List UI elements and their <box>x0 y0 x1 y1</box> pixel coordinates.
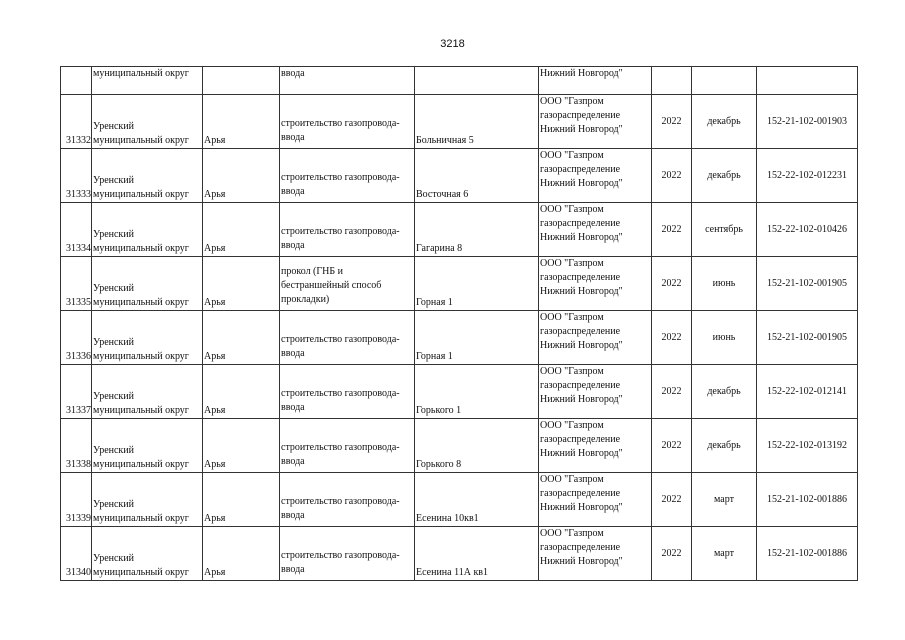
cell-code: 152-22-102-012231 <box>757 149 858 203</box>
cell-district <box>92 149 203 203</box>
cell-year: 2022 <box>652 365 692 419</box>
cell-code <box>757 67 858 95</box>
organization-line: Нижний Новгород" <box>540 394 623 405</box>
organization-line: газораспределение <box>540 164 621 175</box>
district-line: Уренский <box>93 391 134 402</box>
cell-address: Горького 1 <box>415 365 539 419</box>
cell-month: декабрь <box>692 95 757 149</box>
cell-number <box>61 67 92 95</box>
cell-village: Арья <box>203 419 280 473</box>
work-type-line: бестраншейный способ <box>281 280 382 291</box>
page-number: 3218 <box>440 38 465 50</box>
cell-organization <box>539 527 652 581</box>
cell-year: 2022 <box>652 149 692 203</box>
cell-code: 152-21-102-001905 <box>757 257 858 311</box>
cell-organization <box>539 203 652 257</box>
cell-address <box>415 67 539 95</box>
cell-code: 152-22-102-012141 <box>757 365 858 419</box>
cell-year: 2022 <box>652 473 692 527</box>
cell-month: март <box>692 527 757 581</box>
organization-line: Нижний Новгород" <box>540 232 623 243</box>
cell-work-type: ввода <box>280 67 415 95</box>
cell-work-type <box>280 473 415 527</box>
cell-district <box>92 257 203 311</box>
organization-line: ООО "Газпром <box>540 366 604 377</box>
organization-line: Нижний Новгород" <box>540 124 623 135</box>
cell-district <box>92 311 203 365</box>
cell-village: Арья <box>203 311 280 365</box>
work-type-line: строительство газопровода- <box>281 118 400 129</box>
cell-code: 152-21-102-001886 <box>757 473 858 527</box>
district-line: Уренский <box>93 175 134 186</box>
cell-village: Арья <box>203 95 280 149</box>
cell-village: Арья <box>203 257 280 311</box>
cell-month: сентябрь <box>692 203 757 257</box>
cell-code: 152-21-102-001903 <box>757 95 858 149</box>
cell-organization <box>539 95 652 149</box>
cell-number: 31335 <box>61 257 92 311</box>
work-type-line: ввода <box>281 510 305 521</box>
cell-address: Есенина 11А кв1 <box>415 527 539 581</box>
organization-line: ООО "Газпром <box>540 420 604 431</box>
organization-line: Нижний Новгород" <box>540 502 623 513</box>
work-type-line: ввода <box>281 132 305 143</box>
cell-organization <box>539 473 652 527</box>
table-row <box>61 311 858 365</box>
cell-number: 31340 <box>61 527 92 581</box>
cell-number: 31334 <box>61 203 92 257</box>
cell-year: 2022 <box>652 203 692 257</box>
district-line: Уренский <box>93 499 134 510</box>
organization-line: Нижний Новгород" <box>540 556 623 567</box>
cell-village: Арья <box>203 203 280 257</box>
organization-line: ООО "Газпром <box>540 204 604 215</box>
cell-work-type <box>280 203 415 257</box>
organization-line: газораспределение <box>540 542 621 553</box>
district-line: муниципальный округ <box>93 189 189 200</box>
cell-district <box>92 419 203 473</box>
cell-work-type <box>280 311 415 365</box>
cell-organization <box>539 311 652 365</box>
district-line: муниципальный округ <box>93 513 189 524</box>
district-line: муниципальный округ <box>93 351 189 362</box>
cell-district <box>92 473 203 527</box>
district-line: муниципальный округ <box>93 135 189 146</box>
district-line: Уренский <box>93 553 134 564</box>
cell-address: Горная 1 <box>415 257 539 311</box>
cell-village: Арья <box>203 365 280 419</box>
organization-line: ООО "Газпром <box>540 258 604 269</box>
cell-year: 2022 <box>652 257 692 311</box>
cell-address: Горная 1 <box>415 311 539 365</box>
work-type-line: строительство газопровода- <box>281 226 400 237</box>
district-line: муниципальный округ <box>93 567 189 578</box>
cell-district <box>92 203 203 257</box>
organization-line: газораспределение <box>540 218 621 229</box>
cell-work-type <box>280 95 415 149</box>
cell-address: Восточная 6 <box>415 149 539 203</box>
cell-code: 152-22-102-013192 <box>757 419 858 473</box>
organization-line: ООО "Газпром <box>540 474 604 485</box>
organization-line: газораспределение <box>540 110 621 121</box>
cell-district <box>92 527 203 581</box>
organization-line: газораспределение <box>540 434 621 445</box>
district-line: Уренский <box>93 229 134 240</box>
cell-month: март <box>692 473 757 527</box>
organization-line: газораспределение <box>540 488 621 499</box>
work-type-line: ввода <box>281 186 305 197</box>
district-line: Уренский <box>93 283 134 294</box>
cell-year: 2022 <box>652 311 692 365</box>
work-type-line: строительство газопровода- <box>281 334 400 345</box>
organization-line: газораспределение <box>540 272 621 283</box>
cell-code: 152-21-102-001905 <box>757 311 858 365</box>
cell-year <box>652 67 692 95</box>
table-row <box>61 149 858 203</box>
register-table-body <box>61 67 858 581</box>
organization-line: ООО "Газпром <box>540 528 604 539</box>
work-type-line: строительство газопровода- <box>281 172 400 183</box>
cell-year: 2022 <box>652 95 692 149</box>
cell-organization: Нижний Новгород" <box>539 67 652 95</box>
work-type-line: прокладки) <box>281 294 330 305</box>
cell-month: декабрь <box>692 365 757 419</box>
cell-work-type <box>280 149 415 203</box>
organization-line: Нижний Новгород" <box>540 178 623 189</box>
table-row <box>61 203 858 257</box>
district-line: муниципальный округ <box>93 459 189 470</box>
cell-district <box>92 365 203 419</box>
table-row <box>61 527 858 581</box>
cell-organization <box>539 149 652 203</box>
organization-line: Нижний Новгород" <box>540 286 623 297</box>
cell-work-type <box>280 257 415 311</box>
cell-district: муниципальный округ <box>92 67 203 95</box>
cell-organization <box>539 257 652 311</box>
cell-village: Арья <box>203 527 280 581</box>
organization-line: газораспределение <box>540 380 621 391</box>
cell-work-type <box>280 527 415 581</box>
work-type-line: строительство газопровода- <box>281 496 400 507</box>
cell-number: 31336 <box>61 311 92 365</box>
organization-line: ООО "Газпром <box>540 312 604 323</box>
table-row <box>61 365 858 419</box>
organization-line: Нижний Новгород" <box>540 448 623 459</box>
table-row <box>61 95 858 149</box>
table-row <box>61 473 858 527</box>
cell-village: Арья <box>203 473 280 527</box>
work-type-line: строительство газопровода- <box>281 388 400 399</box>
work-type-line: ввода <box>281 456 305 467</box>
cell-month: июнь <box>692 311 757 365</box>
work-type-line: ввода <box>281 240 305 251</box>
district-line: муниципальный округ <box>93 243 189 254</box>
work-type-line: строительство газопровода- <box>281 442 400 453</box>
cell-number: 31339 <box>61 473 92 527</box>
district-line: Уренский <box>93 337 134 348</box>
cell-work-type <box>280 419 415 473</box>
organization-line: Нижний Новгород" <box>540 340 623 351</box>
organization-line: ООО "Газпром <box>540 96 604 107</box>
cell-month <box>692 67 757 95</box>
work-type-line: ввода <box>281 564 305 575</box>
cell-number: 31333 <box>61 149 92 203</box>
cell-organization <box>539 419 652 473</box>
cell-month: декабрь <box>692 419 757 473</box>
cell-address: Горького 8 <box>415 419 539 473</box>
cell-number: 31332 <box>61 95 92 149</box>
table-row <box>61 419 858 473</box>
cell-district <box>92 95 203 149</box>
cell-year: 2022 <box>652 527 692 581</box>
cell-work-type <box>280 365 415 419</box>
cell-address: Есенина 10кв1 <box>415 473 539 527</box>
work-type-line: строительство газопровода- <box>281 550 400 561</box>
cell-number: 31337 <box>61 365 92 419</box>
district-line: муниципальный округ <box>93 405 189 416</box>
table-row <box>61 257 858 311</box>
work-type-line: ввода <box>281 402 305 413</box>
cell-code: 152-22-102-010426 <box>757 203 858 257</box>
cell-number: 31338 <box>61 419 92 473</box>
cell-code: 152-21-102-001886 <box>757 527 858 581</box>
cell-organization <box>539 365 652 419</box>
cell-month: декабрь <box>692 149 757 203</box>
register-table <box>60 66 858 581</box>
cell-village <box>203 67 280 95</box>
cell-year: 2022 <box>652 419 692 473</box>
cell-village: Арья <box>203 149 280 203</box>
district-line: муниципальный округ <box>93 297 189 308</box>
cell-address: Больничная 5 <box>415 95 539 149</box>
organization-line: газораспределение <box>540 326 621 337</box>
district-line: Уренский <box>93 445 134 456</box>
work-type-line: ввода <box>281 348 305 359</box>
cell-address: Гагарина 8 <box>415 203 539 257</box>
organization-line: ООО "Газпром <box>540 150 604 161</box>
district-line: Уренский <box>93 121 134 132</box>
table-row-continued <box>61 67 858 95</box>
cell-month: июнь <box>692 257 757 311</box>
work-type-line: прокол (ГНБ и <box>281 266 343 277</box>
